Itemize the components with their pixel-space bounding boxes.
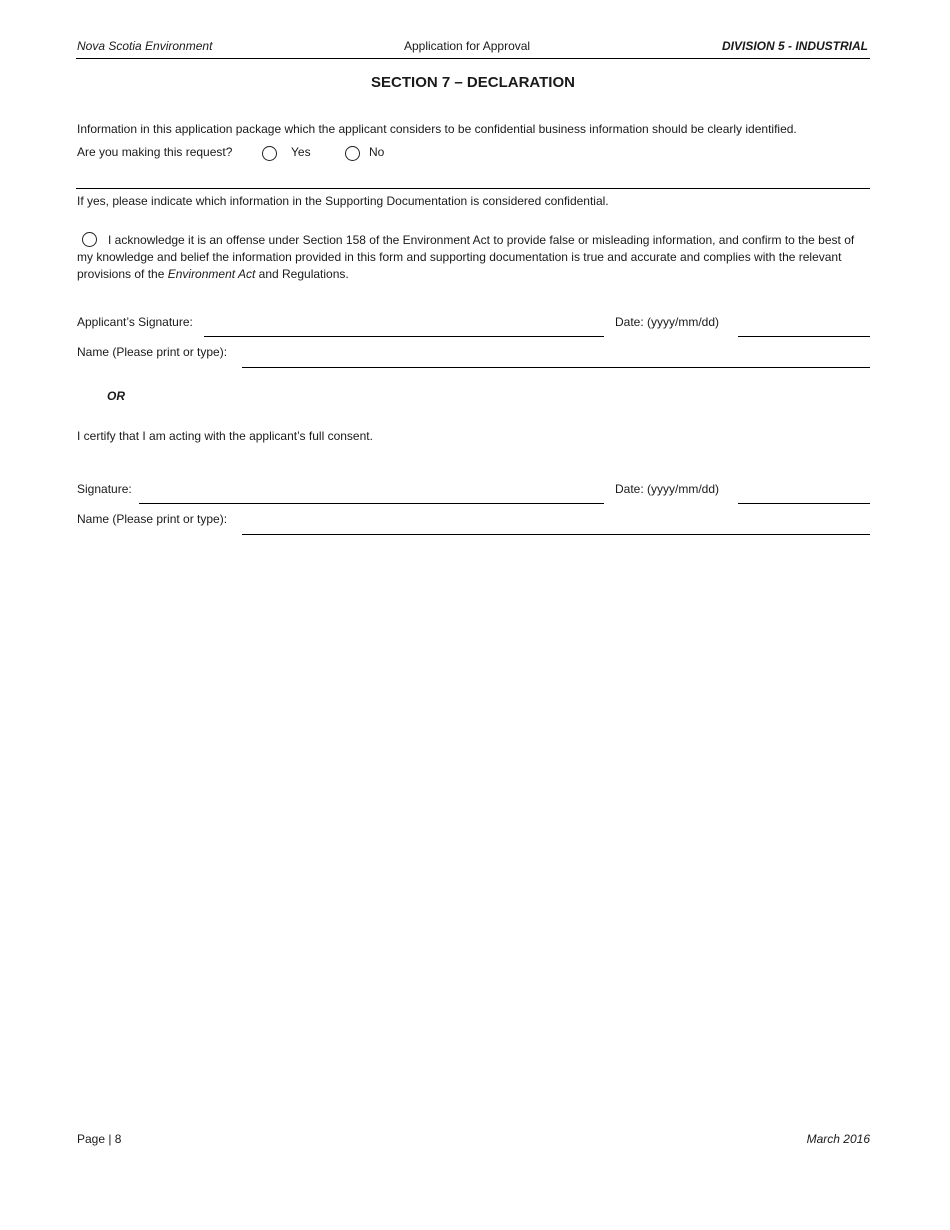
confidential-divider (76, 188, 870, 189)
yes-radio[interactable] (262, 146, 277, 161)
agent-name-label: Name (Please print or type): (77, 512, 228, 526)
agent-signature-label: Signature: (77, 482, 132, 496)
acknowledge-text-a: I acknowledge it is an offense under Section 158 of the Environment Act to provide false or misleading information, and confirm to the best of my knowledge and belief the information provided in this form and supporting documentation is true and accurate and complies with the relevant provisions of the (77, 233, 855, 281)
agent-date-line[interactable] (738, 503, 870, 504)
confidential-intro: Information in this application package which the applicant considers to be confidential business information should be clearly identified. (77, 122, 797, 136)
environment-act-name: Environment Act (167, 267, 256, 281)
no-label: No (369, 145, 385, 159)
header-division: DIVISION 5 - INDUSTRIAL (721, 39, 868, 53)
yes-label: Yes (291, 145, 311, 159)
applicant-date-label: Date: (yyyy/mm/dd) (615, 315, 720, 329)
applicant-date-line[interactable] (738, 336, 870, 337)
consent-statement: I certify that I am acting with the applicant’s full consent. (77, 429, 373, 443)
applicant-signature-line[interactable] (204, 336, 604, 337)
header-rule (76, 58, 870, 59)
no-radio[interactable] (345, 146, 360, 161)
page-number: Page | 8 (77, 1132, 122, 1146)
acknowledge-text-b: and Regulations. (255, 267, 349, 281)
agent-date-label: Date: (yyyy/mm/dd) (615, 482, 720, 496)
if-yes-instruction: If yes, please indicate which information in the Supporting Documentation is considered confidential. (77, 194, 609, 208)
applicant-signature-label: Applicant’s Signature: (77, 315, 193, 329)
footer-date: March 2016 (806, 1132, 870, 1146)
applicant-name-line[interactable] (242, 367, 870, 368)
agent-name-line[interactable] (242, 534, 870, 535)
header-form-title: Application for Approval (404, 39, 531, 53)
section-title: SECTION 7 – DECLARATION (371, 74, 575, 91)
acknowledge-statement (77, 232, 867, 283)
confidential-question: Are you making this request? (77, 145, 233, 159)
agent-signature-line[interactable] (139, 503, 604, 504)
header-org: Nova Scotia Environment (77, 39, 213, 53)
or-separator: OR (107, 389, 125, 403)
applicant-name-label: Name (Please print or type): (77, 345, 228, 359)
